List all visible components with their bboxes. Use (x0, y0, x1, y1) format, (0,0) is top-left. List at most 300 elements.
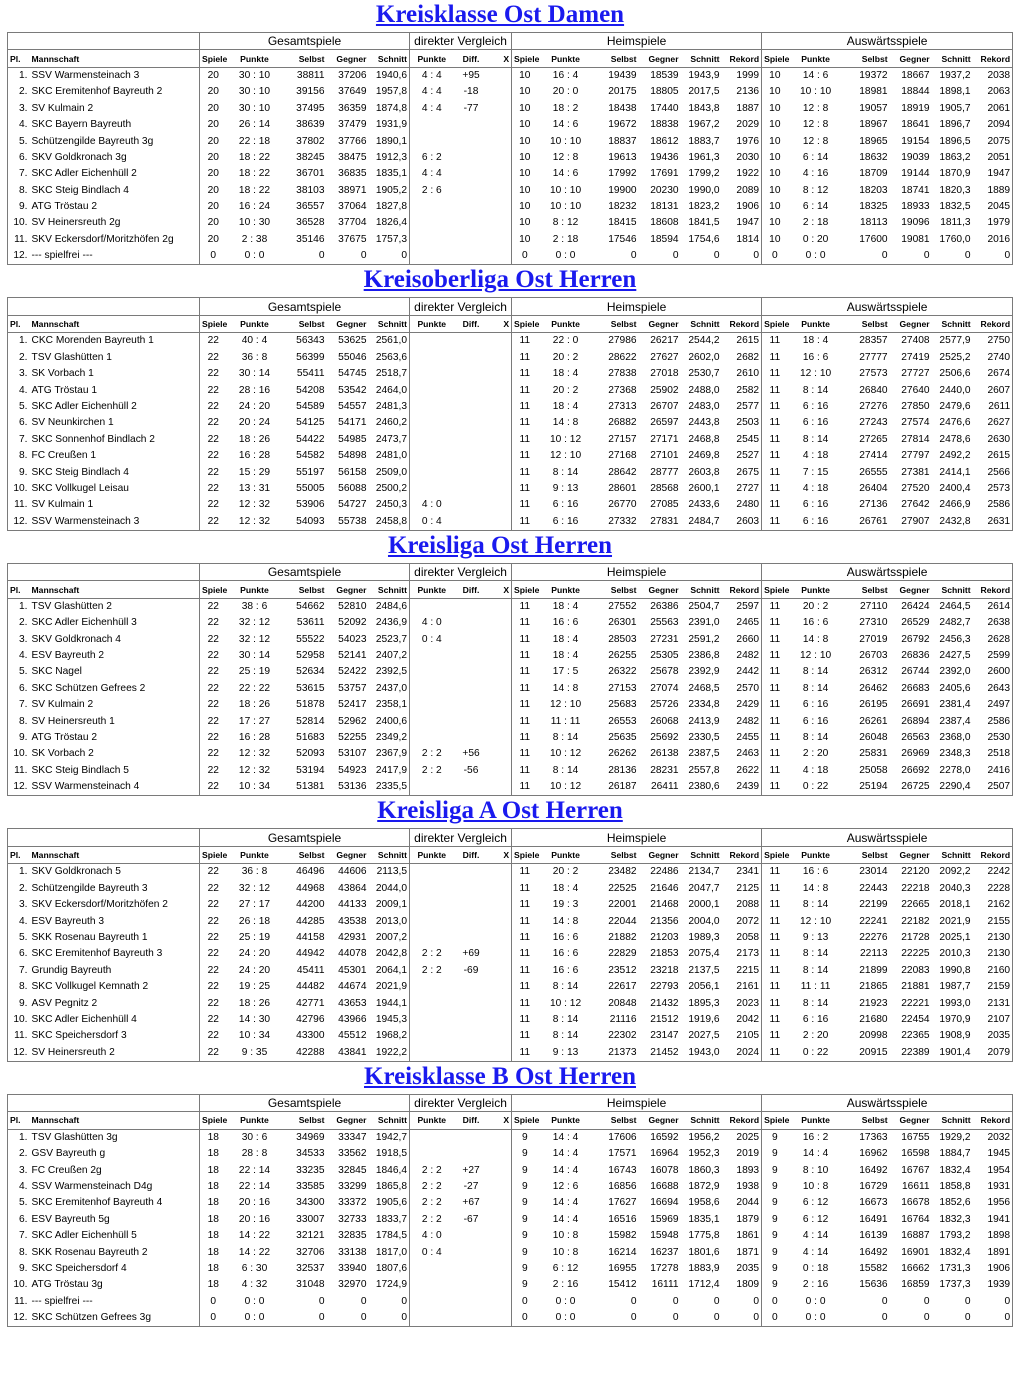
cell-g-spiele: 22 (200, 481, 227, 497)
cell-pl: 11. (14, 1030, 28, 1042)
cell-a-punkte: 12 : 8 (802, 119, 829, 131)
team-name: SKC Speichersdorf 3 (31, 1030, 127, 1042)
cell-h-gegner: 23218 (650, 964, 679, 976)
cell-g-punkte: 12 : 32 (238, 764, 271, 776)
column-header-d-x: X (489, 50, 512, 67)
cell-g-selbst: 55197 (296, 466, 325, 478)
cell-g-punkte: 32 : 12 (238, 617, 271, 629)
cell-d-diff (454, 481, 489, 497)
cell-g-punkte: 14 : 30 (238, 1013, 271, 1025)
cell-h-punkte: 9 : 13 (552, 482, 579, 494)
column-header-g-spiele: Spiele (200, 315, 227, 332)
cell-g-gegner: 37064 (338, 201, 367, 213)
cell-h-selbst: 27313 (608, 401, 637, 412)
cell-a-gegner: 19039 (901, 151, 930, 163)
cell-a-selbst: 22199 (859, 899, 888, 911)
cell-d-diff (454, 232, 489, 248)
cell-g-gegner: 56088 (338, 482, 367, 494)
table-row (8, 713, 1013, 729)
cell-a-selbst: 16492 (859, 1164, 888, 1176)
cell-pl: 3. (19, 633, 28, 645)
cell-h-spiele: 10 (512, 215, 538, 231)
cell-a-gegner: 21881 (901, 981, 930, 993)
team-name: SKC Steig Bindlach 4 (31, 184, 129, 196)
cell-d-diff (454, 864, 489, 881)
cell-g-gegner: 42931 (338, 931, 367, 943)
column-header-a-rekord: Rekord (973, 1112, 1013, 1129)
cell-g-gegner: 33299 (338, 1181, 367, 1193)
cell-a-gegner: 27574 (901, 417, 930, 429)
cell-h-spiele: 10 (512, 199, 538, 215)
cell-a-gegner: 26725 (901, 781, 930, 793)
column-header-h-schnitt: Schnitt (681, 50, 722, 67)
cell-d-punkte (410, 117, 454, 133)
table-row (8, 979, 1013, 995)
team-name: SKV Eckersdorf/Moritzhöfen 2 (31, 899, 168, 911)
cell-a-punkte: 8 : 14 (802, 997, 829, 1009)
cell-a-selbst: 22443 (859, 882, 888, 894)
cell-a-gegner: 27408 (901, 335, 930, 347)
table-row (8, 1310, 1013, 1327)
column-header-mannschaft: Mannschaft (30, 846, 200, 863)
column-header-h-schnitt: Schnitt (681, 581, 722, 598)
cell-a-selbst: 25831 (859, 748, 888, 760)
table-row (8, 598, 1013, 615)
group-header-row (8, 1094, 1013, 1111)
cell-h-selbst: 28622 (608, 351, 637, 363)
cell-g-gegner: 38475 (338, 151, 367, 163)
cell-d-punkte (410, 248, 454, 265)
cell-a-schnitt: 2018,1 (939, 899, 971, 911)
cell-a-rekord: 2518 (987, 748, 1011, 760)
cell-h-selbst: 17546 (608, 233, 637, 245)
cell-d-punkte (410, 1261, 454, 1277)
league-title[interactable]: Kreisliga A Ost Herren (377, 797, 623, 825)
column-header-h-spiele: Spiele (512, 846, 538, 863)
cell-d-punkte (410, 366, 454, 382)
cell-h-spiele: 11 (512, 946, 538, 962)
cell-a-spiele: 9 (762, 1212, 788, 1228)
cell-h-selbst: 26301 (608, 617, 637, 629)
cell-g-spiele: 22 (200, 664, 227, 680)
cell-d-punkte (410, 930, 454, 946)
cell-h-schnitt: 2468,8 (688, 433, 720, 445)
cell-g-schnitt: 1846,4 (375, 1164, 408, 1176)
cell-g-gegner: 0 (360, 1295, 367, 1307)
column-header-h-punkte: Punkte (538, 315, 594, 332)
cell-a-schnitt: 2387,4 (939, 715, 971, 727)
team-name: FC Creußen 2g (31, 1164, 102, 1176)
cell-pl: 2. (19, 351, 28, 363)
cell-pl: 12. (13, 1046, 28, 1058)
cell-g-gegner: 33562 (338, 1148, 367, 1160)
cell-d-diff (454, 350, 489, 366)
cell-h-spiele: 10 (512, 150, 538, 166)
column-header-g-schnitt: Schnitt (369, 581, 410, 598)
cell-a-spiele: 11 (762, 448, 788, 464)
cell-h-punkte: 14 : 8 (552, 915, 579, 927)
header-spacer (8, 298, 200, 315)
cell-a-schnitt: 1898,1 (939, 86, 971, 98)
cell-h-gegner: 18805 (650, 86, 679, 98)
team-name: ATG Tröstau 1 (31, 384, 97, 396)
cell-a-rekord: 2416 (987, 764, 1011, 776)
standings-table (7, 297, 1013, 530)
column-header-d-diff: Diff. (454, 1112, 489, 1129)
cell-a-spiele: 11 (762, 632, 788, 648)
cell-g-spiele: 18 (200, 1244, 227, 1260)
cell-h-punkte: 8 : 14 (552, 466, 579, 478)
cell-pl: 5. (19, 1197, 28, 1209)
cell-h-rekord: 1814 (736, 233, 760, 245)
cell-d-punkte (410, 713, 454, 729)
cell-pl: 4. (19, 1181, 28, 1193)
group-header: Heimspiele (512, 829, 762, 846)
cell-h-selbst: 25683 (608, 699, 637, 711)
table-row (8, 133, 1013, 149)
cell-g-punkte: 24 : 20 (238, 401, 271, 412)
cell-g-gegner: 37206 (338, 69, 367, 81)
cell-g-gegner: 53757 (338, 682, 367, 694)
cell-g-spiele: 22 (200, 514, 227, 531)
cell-h-gegner: 0 (672, 1312, 679, 1324)
cell-h-schnitt: 1956,2 (688, 1131, 720, 1143)
cell-g-punkte: 32 : 12 (238, 882, 271, 894)
cell-a-gegner: 26424 (901, 600, 930, 612)
cell-a-spiele: 10 (762, 232, 788, 248)
team-name: ASV Pegnitz 2 (31, 997, 98, 1009)
cell-pl: 7. (19, 699, 28, 711)
cell-h-gegner: 18131 (650, 201, 679, 213)
column-header-g-gegner: Gegner (327, 50, 369, 67)
cell-g-gegner: 37649 (338, 86, 367, 98)
cell-h-schnitt: 2391,0 (688, 617, 720, 629)
cell-h-rekord: 2545 (736, 433, 760, 445)
cell-g-punkte: 36 : 8 (241, 866, 268, 878)
cell-g-schnitt: 2407,2 (375, 650, 408, 662)
table-row (8, 1012, 1013, 1028)
cell-h-schnitt: 2334,8 (688, 699, 720, 711)
cell-a-rekord: 1906 (987, 1262, 1011, 1274)
cell-g-spiele: 22 (200, 930, 227, 946)
cell-a-schnitt: 2466,9 (939, 499, 971, 511)
cell-d-x (489, 333, 512, 350)
cell-g-schnitt: 2473,7 (375, 433, 408, 445)
cell-a-schnitt: 2405,6 (939, 682, 971, 694)
league-title[interactable]: Kreisklasse B Ost Herren (364, 1062, 636, 1090)
team-name: SSV Warmensteinach 3 (31, 515, 140, 527)
cell-a-rekord: 2107 (987, 1013, 1011, 1025)
cell-h-rekord: 2042 (736, 1013, 760, 1025)
cell-h-selbst: 17627 (608, 1197, 637, 1209)
cell-h-selbst: 28136 (608, 764, 637, 776)
cell-a-spiele: 11 (762, 615, 788, 631)
cell-h-spiele: 11 (512, 779, 538, 796)
cell-g-schnitt: 2042,8 (375, 948, 408, 960)
table-row (8, 67, 1013, 84)
cell-h-selbst: 27153 (608, 682, 637, 694)
column-header-pl: Pl. (8, 581, 30, 598)
column-header-d-x: X (489, 315, 512, 332)
cell-a-rekord: 2160 (987, 964, 1011, 976)
team-name: ESV Bayreuth 2 (31, 650, 104, 662)
cell-h-spiele: 10 (512, 133, 538, 149)
cell-h-rekord: 2727 (736, 482, 760, 494)
cell-a-gegner: 19144 (901, 168, 930, 180)
cell-d-punkte: 0 : 4 (410, 632, 454, 648)
cell-h-punkte: 8 : 14 (552, 981, 579, 993)
cell-d-punkte: 4 : 4 (410, 166, 454, 182)
cell-a-punkte: 12 : 10 (800, 650, 832, 662)
cell-d-punkte (410, 995, 454, 1011)
cell-d-diff (454, 881, 489, 897)
table-row (8, 697, 1013, 713)
cell-a-gegner: 18919 (901, 102, 930, 114)
cell-a-schnitt: 1896,7 (939, 119, 971, 131)
cell-a-spiele: 11 (762, 946, 788, 962)
cell-a-punkte: 6 : 16 (802, 401, 829, 412)
cell-pl: 7. (19, 1230, 28, 1242)
cell-a-punkte: 8 : 14 (802, 682, 829, 694)
cell-g-gegner: 37479 (338, 119, 367, 131)
cell-h-punkte: 10 : 10 (549, 184, 582, 196)
column-header-d-punkte: Punkte (410, 581, 454, 598)
cell-g-schnitt: 1817,0 (375, 1246, 408, 1258)
cell-pl: 5. (19, 135, 28, 147)
cell-d-diff (454, 730, 489, 746)
cell-h-spiele: 11 (512, 913, 538, 929)
cell-h-punkte: 10 : 8 (552, 1230, 579, 1242)
group-header: Auswärtsspiele (762, 298, 1013, 315)
cell-h-selbst: 16214 (608, 1246, 637, 1258)
team-name: SKC Adler Eichenhüll 3 (31, 617, 137, 629)
cell-d-diff: +56 (462, 748, 480, 760)
cell-g-punkte: 20 : 16 (238, 1213, 271, 1225)
cell-h-rekord: 2089 (736, 184, 760, 196)
cell-g-spiele: 18 (200, 1228, 227, 1244)
column-header-d-x: X (489, 846, 512, 863)
cell-h-punkte: 14 : 6 (552, 168, 579, 180)
cell-h-gegner: 21853 (650, 948, 679, 960)
cell-a-punkte: 6 : 16 (802, 1013, 829, 1025)
cell-h-rekord: 2503 (736, 417, 760, 429)
cell-a-rekord: 2530 (987, 732, 1011, 744)
cell-h-selbst: 15412 (608, 1279, 637, 1291)
cell-g-schnitt: 1890,1 (375, 135, 408, 147)
cell-a-rekord: 0 (1004, 250, 1011, 262)
cell-pl: 11. (14, 1295, 28, 1307)
league-title[interactable]: Kreisliga Ost Herren (387, 531, 613, 559)
group-header: Gesamtspiele (200, 829, 410, 846)
cell-a-punkte: 0 : 0 (805, 250, 826, 262)
cell-d-x (489, 1277, 512, 1293)
cell-a-rekord: 2035 (987, 1030, 1011, 1042)
cell-a-gegner: 27850 (901, 401, 930, 412)
cell-h-schnitt: 2600,1 (688, 482, 720, 494)
cell-d-x (489, 1044, 512, 1061)
cell-h-schnitt: 2504,7 (688, 600, 720, 612)
cell-h-selbst: 16516 (608, 1213, 637, 1225)
cell-pl: 1. (19, 335, 28, 347)
cell-a-schnitt: 1970,9 (939, 1013, 971, 1025)
cell-a-selbst: 18113 (860, 217, 888, 229)
cell-a-gegner: 19096 (901, 217, 930, 229)
cell-a-selbst: 22241 (859, 915, 888, 927)
cell-d-diff: -77 (463, 102, 479, 114)
cell-d-x (489, 615, 512, 631)
cell-d-x (489, 248, 512, 265)
cell-a-spiele: 11 (762, 481, 788, 497)
table-row (8, 497, 1013, 513)
column-header-pl: Pl. (8, 1112, 30, 1129)
cell-a-gegner: 22218 (901, 882, 930, 894)
cell-d-punkte (410, 648, 454, 664)
cell-h-spiele: 0 (512, 248, 538, 265)
league-title[interactable]: Kreisoberliga Ost Herren (363, 266, 637, 294)
cell-d-punkte (410, 133, 454, 149)
group-header: direkter Vergleich (410, 298, 512, 315)
column-header-a-selbst: Selbst (844, 846, 890, 863)
cell-g-schnitt: 2500,2 (375, 482, 408, 494)
cell-h-selbst: 22001 (608, 899, 637, 911)
cell-h-gegner: 21468 (650, 899, 679, 911)
column-header-a-gegner: Gegner (890, 50, 932, 67)
cell-h-schnitt: 2433,6 (688, 499, 720, 511)
cell-a-rekord: 2750 (987, 335, 1011, 347)
cell-g-gegner: 37675 (338, 233, 367, 245)
cell-a-selbst: 27573 (859, 368, 888, 380)
cell-a-gegner: 16755 (901, 1131, 930, 1143)
cell-a-selbst: 17363 (859, 1131, 888, 1143)
cell-g-spiele: 22 (200, 350, 227, 366)
cell-g-schnitt: 2437,0 (375, 682, 408, 694)
cell-pl: 3. (19, 1164, 28, 1176)
cell-h-punkte: 18 : 4 (552, 600, 579, 612)
cell-g-spiele: 18 (200, 1261, 227, 1277)
cell-g-gegner: 37704 (338, 217, 367, 229)
cell-a-gegner: 16887 (901, 1230, 930, 1242)
cell-g-spiele: 22 (200, 448, 227, 464)
table-row (8, 1129, 1013, 1146)
cell-d-diff (454, 366, 489, 382)
column-header-a-spiele: Spiele (762, 50, 788, 67)
cell-g-spiele: 18 (200, 1146, 227, 1162)
cell-h-selbst: 27157 (608, 433, 637, 445)
cell-h-selbst: 22302 (608, 1030, 637, 1042)
cell-h-rekord: 2215 (736, 964, 760, 976)
column-header-h-schnitt: Schnitt (681, 846, 722, 863)
table-row (8, 864, 1013, 881)
cell-a-schnitt: 1905,7 (939, 102, 971, 114)
cell-d-x (489, 1129, 512, 1146)
cell-d-diff (454, 979, 489, 995)
cell-h-rekord: 2455 (736, 732, 760, 744)
table-row (8, 117, 1013, 133)
cell-pl: 10. (13, 1279, 28, 1291)
team-name: Schützengilde Bayreuth 3 (31, 882, 148, 894)
column-header-a-gegner: Gegner (890, 846, 932, 863)
cell-h-punkte: 9 : 13 (552, 1046, 579, 1058)
column-header-h-punkte: Punkte (538, 846, 594, 863)
cell-g-punkte: 16 : 24 (238, 201, 271, 213)
team-name: SK Vorbach 1 (31, 368, 94, 380)
cell-h-schnitt: 2000,1 (688, 899, 720, 911)
cell-h-selbst: 16955 (608, 1262, 637, 1274)
team-name: SSV Warmensteinach 3 (31, 69, 140, 81)
cell-h-rekord: 2482 (736, 715, 760, 727)
cell-a-punkte: 0 : 20 (802, 233, 829, 245)
team-name: SKC Bayern Bayreuth (31, 119, 132, 131)
cell-g-punkte: 18 : 22 (238, 184, 271, 196)
cell-h-rekord: 1893 (736, 1164, 760, 1176)
cell-d-diff: -27 (463, 1181, 479, 1193)
header-spacer (8, 829, 200, 846)
cell-h-spiele: 11 (512, 897, 538, 913)
group-header: Heimspiele (512, 563, 762, 580)
cell-g-schnitt: 2009,1 (375, 899, 408, 911)
cell-a-selbst: 27414 (859, 450, 888, 462)
cell-pl: 11. (14, 499, 28, 511)
cell-a-punkte: 10 : 10 (800, 86, 832, 98)
cell-d-x (489, 350, 512, 366)
cell-g-schnitt: 2417,9 (375, 764, 408, 776)
cell-g-selbst: 45411 (296, 964, 325, 976)
cell-h-schnitt: 2602,0 (688, 351, 720, 363)
column-header-a-punkte: Punkte (788, 315, 844, 332)
cell-h-selbst: 0 (630, 1312, 637, 1324)
table-row (8, 1162, 1013, 1178)
cell-g-schnitt: 1942,7 (375, 1131, 408, 1143)
cell-g-gegner: 53625 (338, 335, 367, 347)
cell-a-spiele: 10 (762, 133, 788, 149)
cell-g-gegner: 45512 (338, 1030, 367, 1042)
cell-a-rekord: 2079 (987, 1046, 1011, 1058)
cell-a-selbst: 18709 (859, 168, 888, 180)
group-header: Auswärtsspiele (762, 33, 1013, 50)
cell-pl: 6. (19, 151, 28, 163)
cell-g-schnitt: 1865,8 (375, 1181, 408, 1193)
cell-g-gegner: 36359 (338, 102, 367, 114)
cell-g-gegner: 38971 (338, 184, 367, 196)
cell-a-schnitt: 1993,0 (939, 997, 971, 1009)
league-title[interactable]: Kreisklasse Ost Damen (375, 1, 625, 28)
cell-a-rekord: 2032 (987, 1131, 1011, 1143)
cell-d-diff (454, 1028, 489, 1044)
cell-h-gegner: 17691 (650, 168, 679, 180)
cell-g-schnitt: 0 (401, 250, 408, 262)
cell-a-punkte: 0 : 0 (805, 1295, 826, 1307)
cell-h-schnitt: 2387,5 (688, 748, 720, 760)
cell-g-gegner: 44674 (338, 981, 367, 993)
standings-table (7, 1094, 1013, 1327)
cell-g-selbst: 51683 (296, 732, 325, 744)
cell-d-diff (454, 248, 489, 265)
cell-a-rekord: 1947 (987, 168, 1011, 180)
cell-h-spiele: 11 (512, 598, 538, 615)
table-row (8, 930, 1013, 946)
cell-h-gegner: 21452 (650, 1046, 679, 1058)
standings-table (7, 563, 1013, 796)
cell-h-schnitt: 1835,1 (688, 1213, 720, 1225)
cell-g-punkte: 10 : 34 (238, 781, 271, 793)
cell-d-diff (454, 897, 489, 913)
cell-a-spiele: 11 (762, 763, 788, 779)
cell-a-spiele: 10 (762, 215, 788, 231)
cell-g-punkte: 18 : 22 (238, 151, 271, 163)
cell-a-gegner: 26792 (901, 633, 930, 645)
cell-h-selbst: 26322 (608, 666, 637, 678)
cell-h-selbst: 19613 (608, 151, 637, 163)
